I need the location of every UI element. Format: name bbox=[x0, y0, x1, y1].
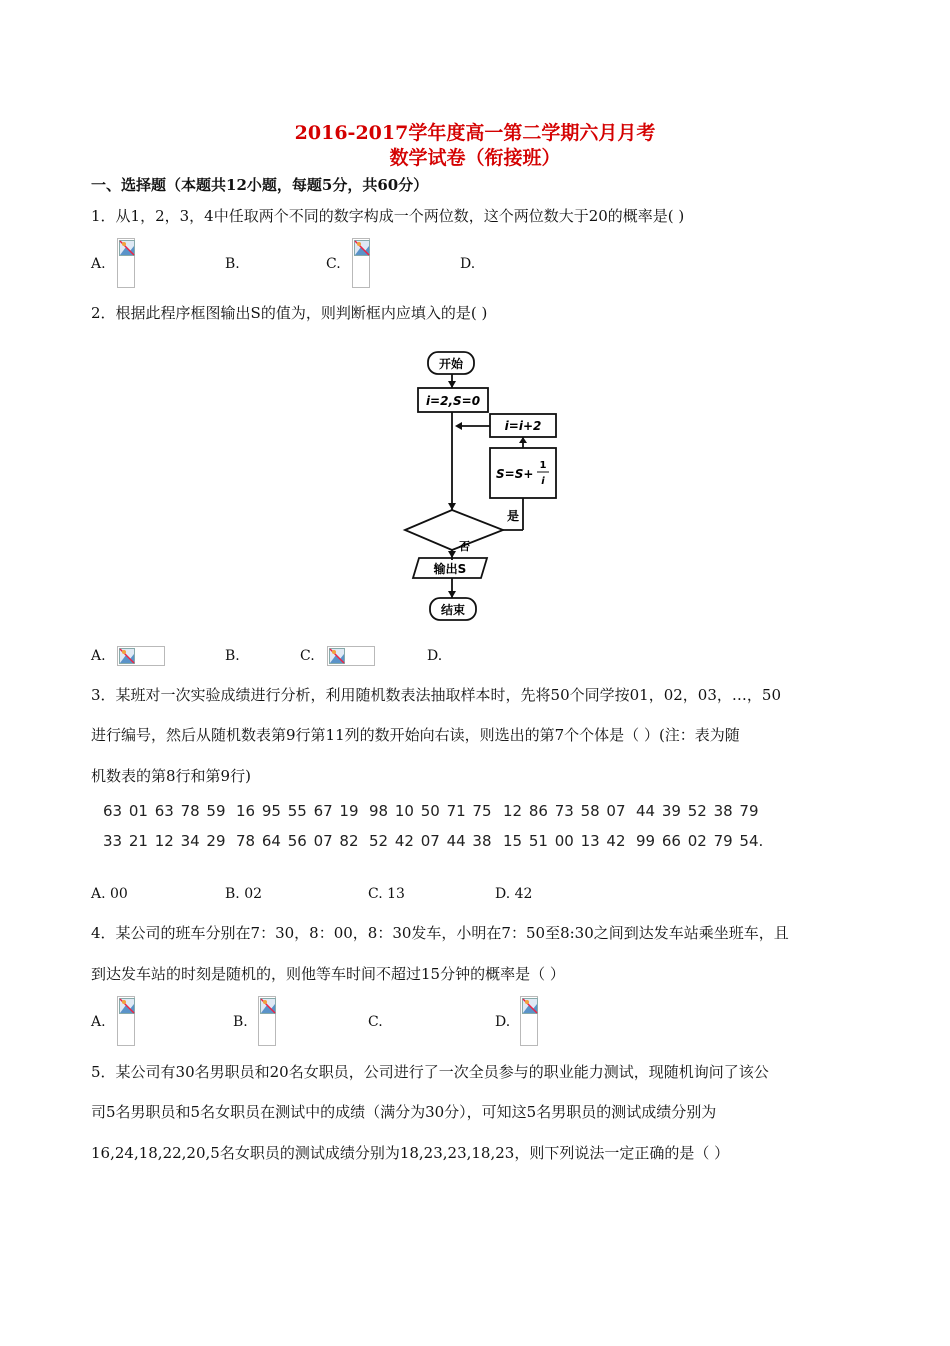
q4-option-c: C. bbox=[368, 1014, 383, 1030]
q3-option-d: D. 42 bbox=[495, 886, 533, 902]
random-table-row-9-group-3: 52 42 07 44 38 bbox=[369, 832, 492, 850]
flowchart-decision-diamond bbox=[405, 510, 503, 550]
q2-option-a: A. bbox=[91, 648, 106, 664]
q1-option-a-image bbox=[117, 238, 135, 288]
broken-image-icon bbox=[522, 998, 538, 1014]
question-3-line1: 3．某班对一次实验成绩进行分析，利用随机数表法抽取样本时，先将50个同学按01，02，03，…，50 bbox=[91, 686, 781, 704]
q3-option-a: A. 00 bbox=[91, 886, 128, 902]
question-4-line1: 4．某公司的班车分别在7：30，8：00，8：30发车，小明在7：50至8:30之间到达发车站乘坐班车，且 bbox=[91, 924, 789, 942]
flowchart-increment-label: i=i+2 bbox=[504, 419, 542, 433]
q2-option-a-image bbox=[117, 646, 165, 666]
q2-option-c-image bbox=[327, 646, 375, 666]
q1-option-b: B. bbox=[225, 256, 240, 272]
question-3-line3: 机数表的第8行和第9行) bbox=[91, 767, 251, 785]
flowchart-update-denominator: i bbox=[541, 476, 545, 487]
flowchart-start-label: 开始 bbox=[438, 357, 464, 371]
random-table-row-9-group-4: 15 51 00 13 42 bbox=[503, 832, 626, 850]
q4-option-d-image bbox=[520, 996, 538, 1046]
broken-image-icon bbox=[119, 648, 135, 664]
flowchart-update-label: S=S+ bbox=[496, 467, 534, 481]
random-table-row-8-group-2: 16 95 55 67 19 bbox=[236, 802, 359, 820]
q1-option-d: D. bbox=[460, 256, 476, 272]
random-table-row-9-group-5: 99 66 02 79 54. bbox=[636, 832, 764, 850]
question-5-line2: 司5名男职员和5名女职员在测试中的成绩（满分为30分），可知这5名男职员的测试成绩分别为 bbox=[91, 1103, 717, 1121]
question-2-text: 2．根据此程序框图输出S的值为，则判断框内应填入的是( ) bbox=[91, 304, 488, 322]
broken-image-icon bbox=[329, 648, 345, 664]
question-5-line1: 5．某公司有30名男职员和20名女职员，公司进行了一次全员参与的职业能力测试，现随机询问了该公 bbox=[91, 1063, 769, 1081]
flowchart-end-label: 结束 bbox=[440, 603, 466, 617]
flowchart-output-label: 输出S bbox=[433, 562, 467, 576]
flowchart-no-label: 否 bbox=[459, 540, 470, 553]
q3-option-b: B. 02 bbox=[225, 886, 263, 902]
q1-option-c-image bbox=[352, 238, 370, 288]
q3-option-c: C. 13 bbox=[368, 886, 405, 902]
broken-image-icon bbox=[119, 240, 135, 256]
q2-option-d: D. bbox=[427, 648, 443, 664]
q1-option-c: C. bbox=[326, 256, 341, 272]
question-4-line2: 到达发车站的时刻是随机的，则他等车时间不超过15分钟的概率是（ ） bbox=[91, 965, 565, 983]
question-1-text: 1．从1，2，3，4中任取两个不同的数字构成一个两位数，这个两位数大于20的概率是( ) bbox=[91, 207, 685, 225]
broken-image-icon bbox=[260, 998, 276, 1014]
random-table-row-8-group-4: 12 86 73 58 07 bbox=[503, 802, 626, 820]
q4-option-a: A. bbox=[91, 1014, 106, 1030]
q4-option-d: D. bbox=[495, 1014, 511, 1030]
broken-image-icon bbox=[354, 240, 370, 256]
flowchart bbox=[395, 340, 565, 625]
question-5-line3: 16,24,18,22,20,5名女职员的测试成绩分别为18,23,23,18,23，则下列说法一定正确的是（ ） bbox=[91, 1144, 730, 1162]
exam-title-line2: 数学试卷（衔接班） bbox=[389, 147, 561, 169]
random-table-row-8-group-3: 98 10 50 71 75 bbox=[369, 802, 492, 820]
q4-option-b: B. bbox=[233, 1014, 248, 1030]
q2-option-b: B. bbox=[225, 648, 240, 664]
random-table-row-8-group-1: 63 01 63 78 59 bbox=[103, 802, 226, 820]
flowchart-update-numerator: 1 bbox=[539, 460, 547, 471]
section-heading: 一、选择题（本题共12小题，每题5分，共60分） bbox=[91, 176, 429, 194]
random-table-row-9-group-2: 78 64 56 07 82 bbox=[236, 832, 359, 850]
random-table-row-8-group-5: 44 39 52 38 79 bbox=[636, 802, 759, 820]
broken-image-icon bbox=[119, 998, 135, 1014]
question-3-line2: 进行编号，然后从随机数表第9行第11列的数开始向右读，则选出的第7个个体是（ ）(注：表为随 bbox=[91, 726, 740, 744]
q2-option-c: C. bbox=[300, 648, 315, 664]
random-table-row-9-group-1: 33 21 12 34 29 bbox=[103, 832, 226, 850]
exam-title-line1: 2016-2017学年度高一第二学期六月月考 bbox=[294, 122, 656, 144]
flowchart-yes-label: 是 bbox=[507, 509, 520, 523]
flowchart-init-label: i=2,S=0 bbox=[425, 394, 481, 408]
q4-option-b-image bbox=[258, 996, 276, 1046]
q4-option-a-image bbox=[117, 996, 135, 1046]
q1-option-a: A. bbox=[91, 256, 106, 272]
